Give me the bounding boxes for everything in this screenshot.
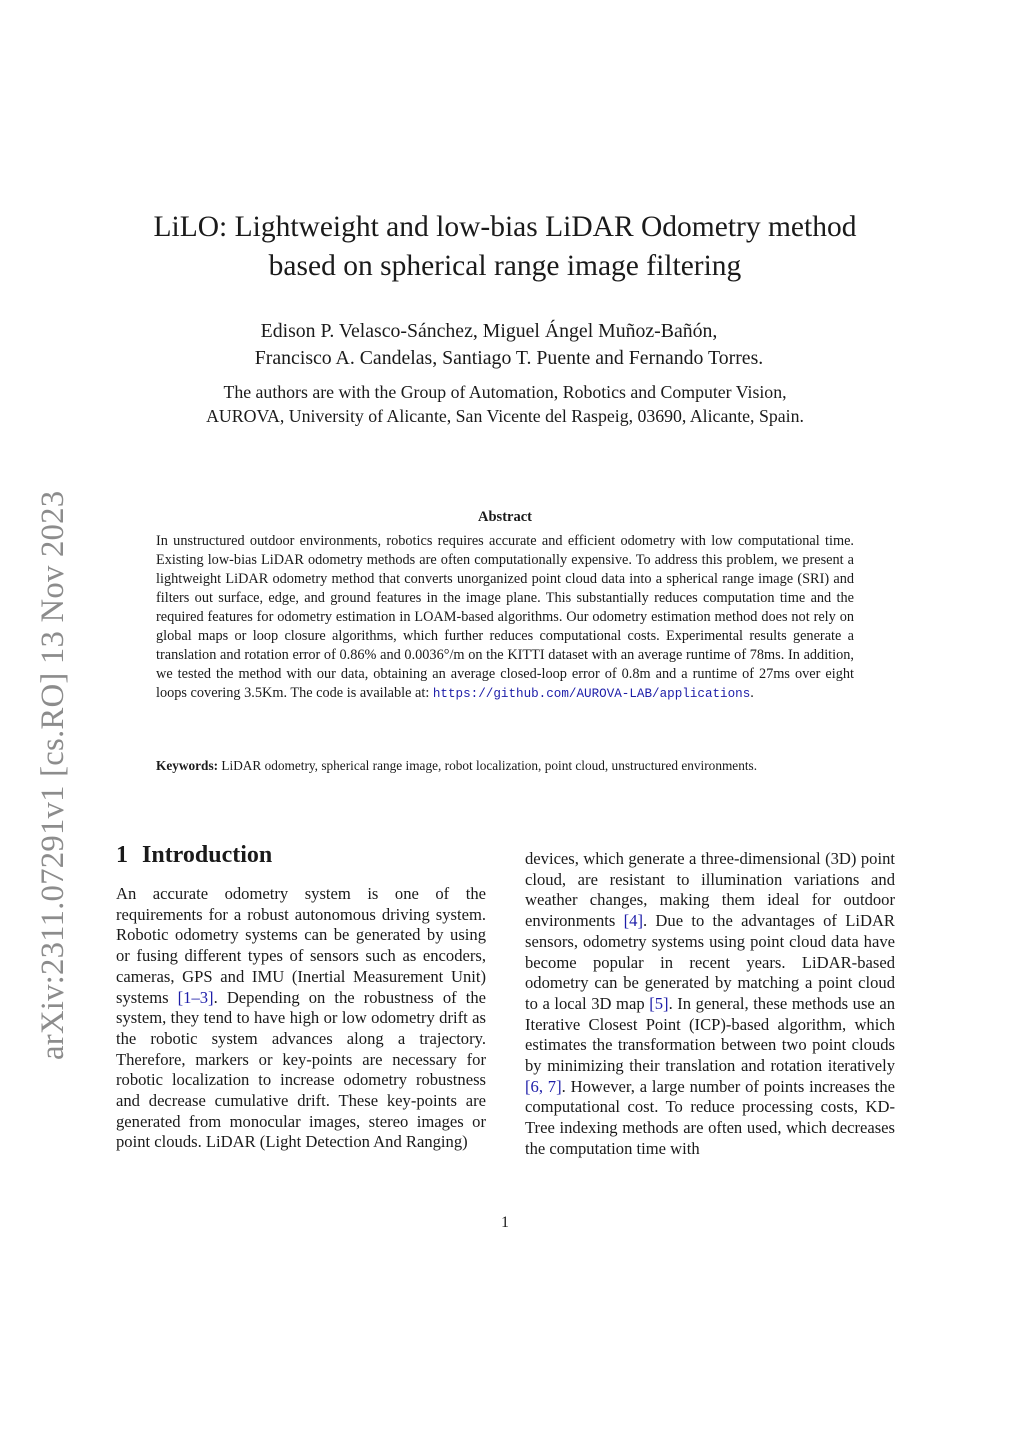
intro-left-text-2: . Depending on the robustness of the system, they tend to have high or low odometry drift as the robotic system advances along a trajectory. Therefore, markers or key-points are necessary for robotic localization to increase odometry robustness and decrease cumulative drift. These key-points are generated from monocular images, stereo images or point clouds. LiDAR (Light Detection And Ranging): [116, 987, 486, 1152]
section-title: Introduction: [142, 842, 273, 868]
abstract-text: In unstructured outdoor environments, robotics requires accurate and efficient odometry with low computational time. Existing low-bias LiDAR odometry methods are often computationally expensive. To address this problem, we present a lightweight LiDAR odometry method that converts unorganized point cloud data into a spherical range image (SRI) and filters out surface, edge, and ground features in the image plane. This substantially reduces computation time and the required features for odometry estimation in LOAM-based algorithms. Our odometry estimation method does not rely on global maps or loop closure algorithms, which further reduces computational costs. Experimental results generate a translation and rotation error of 0.86% and 0.0036°/m on the KITTI dataset with an average runtime of 78ms. In addition, we tested the method with our data, obtaining an average closed-loop error of 0.8m and a runtime of 27ms over eight loops covering 3.5Km. The code is available at:: [156, 533, 854, 701]
intro-right-text-2: . Due to the advantages of LiDAR sensors, odometry systems using point cloud data have become popular in recent years. LiDAR-based odometry can be generated by matching a point cloud to a local 3D map: [525, 911, 895, 1013]
code-repository-link[interactable]: https://github.com/AUROVA-LAB/applications: [432, 687, 751, 701]
affiliation-line-1: The authors are with the Group of Automation, Robotics and Computer Vision,: [223, 382, 787, 402]
arxiv-identifier-stamp: arXiv:2311.07291v1 [cs.RO] 13 Nov 2023: [35, 490, 71, 1060]
keywords-text: LiDAR odometry, spherical range image, robot localization, point cloud, unstructured environments.: [221, 758, 758, 773]
affiliation: [0, 380, 1010, 428]
paper-title: [0, 208, 1010, 286]
intro-right-column: [525, 849, 895, 1160]
intro-right-text-1: devices, which generate a three-dimensional (3D) point cloud, are resistant to illumination variations and weather changes, making them ideal for outdoor environments: [525, 849, 895, 931]
authors-line-2: Francisco A. Candelas, Santiago T. Puente and Fernando Torres.: [254, 347, 764, 369]
author-list: [0, 318, 1010, 372]
intro-left-text-1: An accurate odometry system is one of the requirements for a robust autonomous driving system. Robotic odometry systems can be generated by using or fusing different types of sensors such as encoders, cameras, GPS and IMU (Inertial Measurement Unit) systems: [116, 884, 486, 1007]
title-line-2: based on spherical range image filtering: [268, 250, 742, 282]
authors-line-1: Edison P. Velasco-Sánchez, Miguel Ángel Muñoz-Bañón,: [260, 320, 718, 342]
section-number: 1: [116, 842, 128, 868]
page-number: 1: [501, 1214, 509, 1231]
intro-right-text-3: . In general, these methods use an Iterative Closest Point (ICP)-based algorithm, which estimates the transformation between two point clouds by minimizing their translation and rotation iteratively: [525, 993, 895, 1076]
citation-6-7[interactable]: [6, 7]: [525, 1076, 562, 1096]
abstract-body: [156, 532, 854, 704]
intro-left-column: [116, 884, 486, 1153]
affiliation-line-2: AUROVA, University of Alicante, San Vicente del Raspeig, 03690, Alicante, Spain.: [206, 406, 804, 426]
title-line-1: LiLO: Lightweight and low-bias LiDAR Odometry method: [153, 211, 857, 243]
abstract-end-period: .: [750, 685, 754, 701]
citation-5[interactable]: [5]: [649, 993, 669, 1013]
keywords: [156, 757, 854, 774]
citation-4[interactable]: [4]: [623, 911, 643, 931]
keywords-label: Keywords:: [156, 758, 219, 773]
intro-right-text-4: . However, a large number of points increases the computational cost. To reduce processing costs, KD-Tree indexing methods are often used, which decreases the computation time with: [525, 1076, 895, 1158]
citation-1-3[interactable]: [1–3]: [177, 987, 214, 1007]
section-heading-introduction: [116, 842, 272, 869]
abstract-heading: Abstract: [478, 509, 532, 525]
